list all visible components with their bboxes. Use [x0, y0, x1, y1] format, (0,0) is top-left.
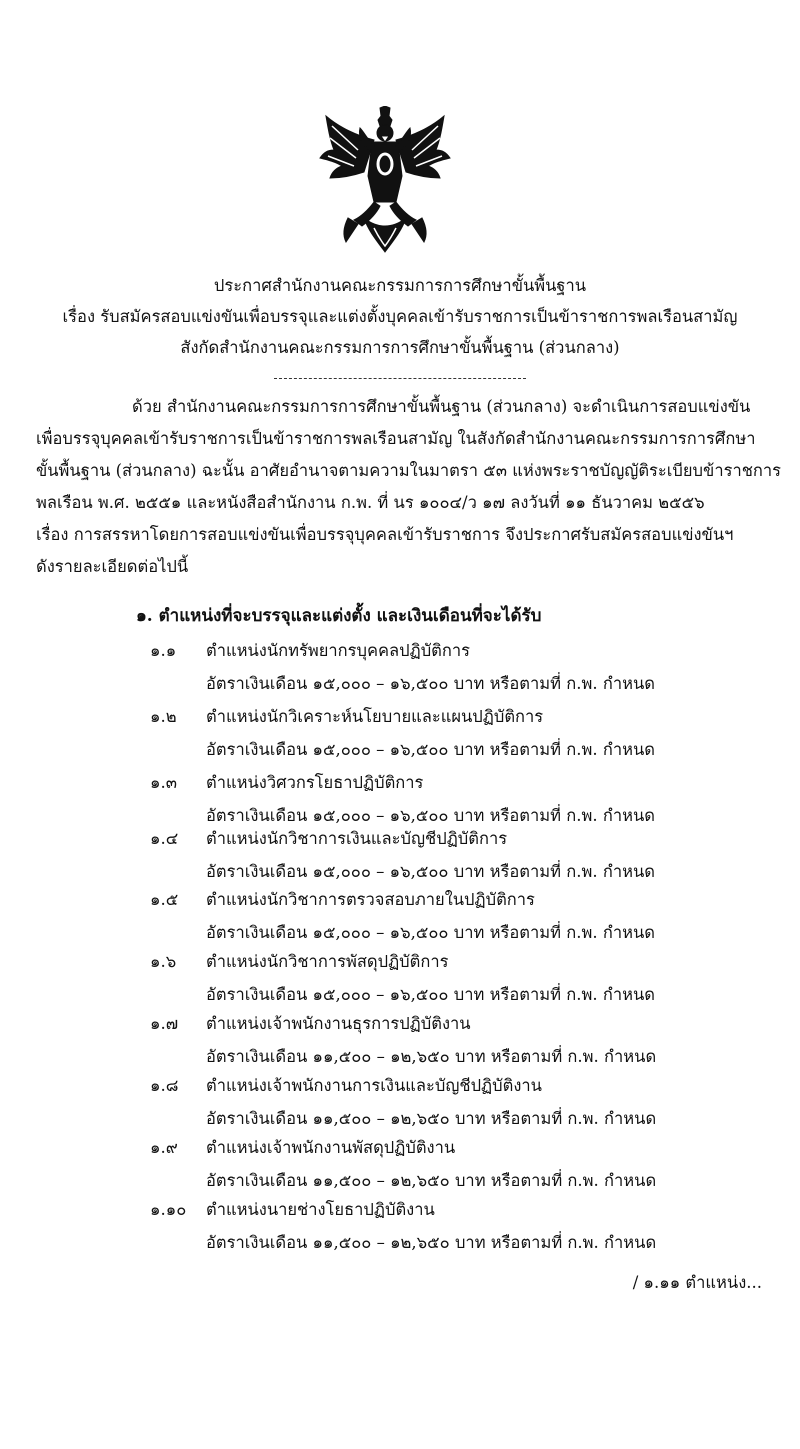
position-salary: อัตราเงินเดือน ๑๕,๐๐๐ – ๑๖,๕๐๐ บาท หรือตามที่ ก.พ. กำหนด	[206, 923, 655, 942]
intro-line-4: พลเรือน พ.ศ. ๒๕๕๑ และหนังสือสำนักงาน ก.พ. ที่ นร ๑๐๐๔/ว ๑๗ ลงวันที่ ๑๑ ธันวาคม ๒๕๕๖	[36, 493, 705, 512]
position-salary: อัตราเงินเดือน ๑๕,๐๐๐ – ๑๖,๕๐๐ บาท หรือตามที่ ก.พ. กำหนด	[206, 806, 655, 825]
position-item	[150, 701, 710, 767]
position-title: ตำแหน่งเจ้าพนักงานพัสดุปฏิบัติงาน	[206, 1138, 456, 1157]
position-number: ๑.๑๐	[150, 1200, 187, 1219]
header-divider	[274, 378, 526, 379]
position-item	[150, 1194, 710, 1260]
position-number: ๑.๓	[150, 773, 177, 792]
position-title: ตำแหน่งนักวิชาการพัสดุปฏิบัติการ	[206, 952, 449, 971]
position-item	[150, 1008, 710, 1074]
position-number: ๑.๘	[150, 1076, 179, 1095]
intro-line-3: ขั้นพื้นฐาน (ส่วนกลาง) ฉะนั้น อาศัยอำนาจตามความในมาตรา ๕๓ แห่งพระราชบัญญัติระเบียบข้าราชการ	[36, 461, 782, 480]
position-item	[150, 884, 710, 950]
position-item	[150, 946, 710, 1012]
position-title: ตำแหน่งเจ้าพนักงานการเงินและบัญชีปฏิบัติงาน	[206, 1076, 542, 1095]
section-1-title: ๑. ตำแหน่งที่จะบรรจุและแต่งตั้ง และเงินเดือนที่จะได้รับ	[136, 606, 542, 626]
position-number: ๑.๑	[150, 641, 177, 660]
announcement-subject: เรื่อง รับสมัครสอบแข่งขันเพื่อบรรจุและแต่งตั้งบุคคลเข้ารับราชการเป็นข้าราชการพลเรือนสามัญ	[62, 307, 738, 326]
intro-line-6: ดังรายละเอียดต่อไปนี้	[36, 557, 189, 576]
position-item	[150, 1070, 710, 1136]
position-number: ๑.๔	[150, 829, 179, 848]
announcement-title: ประกาศสำนักงานคณะกรรมการการศึกษาขั้นพื้นฐาน	[213, 276, 587, 295]
position-salary: อัตราเงินเดือน ๑๑,๕๐๐ – ๑๒,๖๕๐ บาท หรือตามที่ ก.พ. กำหนด	[206, 1233, 657, 1252]
position-title: ตำแหน่งวิศวกรโยธาปฏิบัติการ	[206, 773, 424, 792]
position-number: ๑.๕	[150, 890, 179, 909]
intro-line-5: เรื่อง การสรรหาโดยการสอบแข่งขันเพื่อบรรจุบุคคลเข้ารับราชการ จึงประกาศรับสมัครสอบแข่งขันฯ	[36, 525, 734, 544]
position-number: ๑.๗	[150, 1014, 179, 1033]
position-salary: อัตราเงินเดือน ๑๕,๐๐๐ – ๑๖,๕๐๐ บาท หรือตามที่ ก.พ. กำหนด	[206, 862, 655, 881]
position-item	[150, 635, 710, 701]
position-salary: อัตราเงินเดือน ๑๕,๐๐๐ – ๑๖,๕๐๐ บาท หรือตามที่ ก.พ. กำหนด	[206, 674, 655, 693]
position-salary: อัตราเงินเดือน ๑๕,๐๐๐ – ๑๖,๕๐๐ บาท หรือตามที่ ก.พ. กำหนด	[206, 740, 655, 759]
position-number: ๑.๙	[150, 1138, 178, 1157]
position-title: ตำแหน่งนักวิชาการตรวจสอบภายในปฏิบัติการ	[206, 890, 535, 909]
position-item	[150, 823, 710, 889]
position-salary: อัตราเงินเดือน ๑๑,๕๐๐ – ๑๒,๖๕๐ บาท หรือตามที่ ก.พ. กำหนด	[206, 1109, 657, 1128]
position-salary: อัตราเงินเดือน ๑๑,๕๐๐ – ๑๒,๖๕๐ บาท หรือตามที่ ก.พ. กำหนด	[206, 1171, 657, 1190]
position-salary: อัตราเงินเดือน ๑๕,๐๐๐ – ๑๖,๕๐๐ บาท หรือตามที่ ก.พ. กำหนด	[206, 985, 655, 1004]
intro-line-1: ด้วย สำนักงานคณะกรรมการการศึกษาขั้นพื้นฐาน (ส่วนกลาง) จะดำเนินการสอบแข่งขัน	[132, 397, 751, 416]
position-number: ๑.๒	[150, 707, 177, 726]
continuation-note: / ๑.๑๑ ตำแหน่ง...	[632, 1273, 762, 1292]
announcement-affiliation: สังกัดสำนักงานคณะกรรมการการศึกษาขั้นพื้นฐาน (ส่วนกลาง)	[180, 338, 620, 357]
position-title: ตำแหน่งนักวิชาการเงินและบัญชีปฏิบัติการ	[206, 829, 508, 848]
position-title: ตำแหน่งนายช่างโยธาปฏิบัติงาน	[206, 1200, 435, 1219]
position-item	[150, 1132, 710, 1198]
position-title: ตำแหน่งเจ้าพนักงานธุรการปฏิบัติงาน	[206, 1014, 471, 1033]
position-title: ตำแหน่งนักวิเคราะห์นโยบายและแผนปฏิบัติการ	[206, 707, 544, 726]
position-salary: อัตราเงินเดือน ๑๑,๕๐๐ – ๑๒,๖๕๐ บาท หรือตามที่ ก.พ. กำหนด	[206, 1047, 657, 1066]
garuda-emblem-icon	[318, 106, 452, 256]
position-number: ๑.๖	[150, 952, 177, 971]
intro-line-2: เพื่อบรรจุบุคคลเข้ารับราชการเป็นข้าราชการพลเรือนสามัญ ในสังกัดสำนักงานคณะกรรมการการศึกษา	[36, 429, 756, 448]
position-title: ตำแหน่งนักทรัพยากรบุคคลปฏิบัติการ	[206, 641, 471, 660]
